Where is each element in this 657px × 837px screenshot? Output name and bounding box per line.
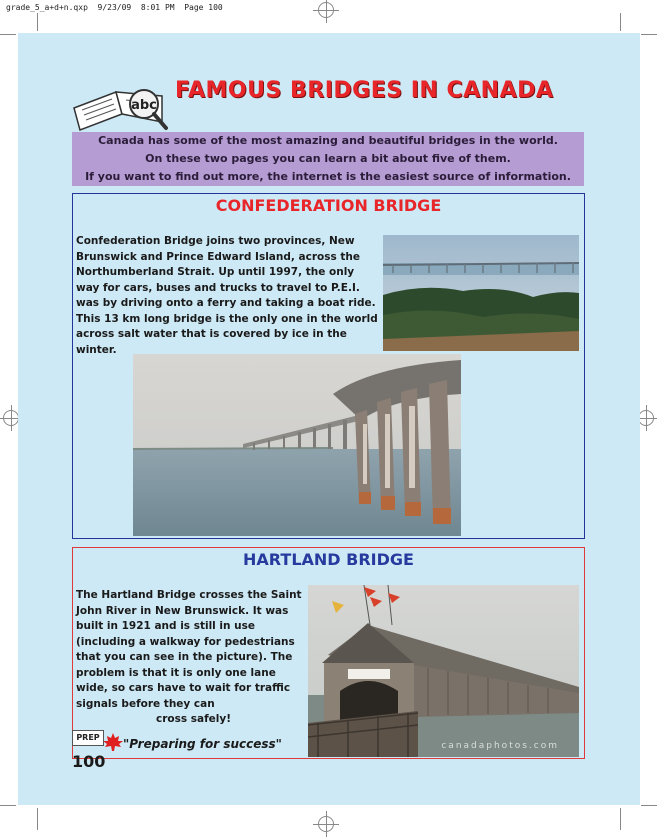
intro-line: If you want to find out more, the internet is the easiest source of information.	[85, 170, 571, 183]
crop-mark	[0, 34, 16, 35]
registration-mark-icon	[638, 410, 654, 426]
prep-badge: PREP	[72, 730, 104, 746]
section-heading: CONFEDERATION BRIDGE	[215, 196, 442, 215]
intro-band	[72, 132, 584, 186]
intro-line: On these two pages you can learn a bit about five of them.	[145, 152, 511, 165]
crop-mark	[620, 13, 621, 31]
section-body: Confederation Bridge joins two provinces, New Brunswick and Prince Edward Island, across the Northumberland Strait. Up until 1997, the only way for cars, buses and trucks to travel to P.E.I. was by driving onto a ferry and taking a boat ride. This 13 km long bridge is the only one in the world across salt water that is covered by ice in the winter.	[76, 235, 378, 356]
crop-mark	[641, 805, 657, 806]
intro-line: Canada has some of the most amazing and beautiful bridges in the world.	[98, 134, 558, 147]
registration-mark-icon	[318, 816, 334, 832]
crop-mark	[37, 13, 38, 31]
book-magnifier-icon	[70, 78, 170, 136]
registration-mark-icon	[318, 2, 334, 18]
tagline: "Preparing for success"	[123, 737, 282, 751]
photo-watermark: canadaphotos.com	[441, 741, 559, 751]
crop-mark	[620, 808, 621, 830]
confederation-bridge-distant-photo	[383, 235, 579, 351]
section-body	[76, 588, 311, 728]
print-slug: grade_5_a+d+n.qxp 9/23/09 8:01 PM Page 100	[6, 3, 223, 12]
logo-label: abc	[131, 98, 157, 113]
maple-leaf-icon	[102, 732, 124, 752]
page-number: 100	[72, 752, 106, 771]
section-heading: HARTLAND BRIDGE	[243, 550, 414, 569]
crop-mark	[641, 34, 657, 35]
confederation-bridge-piers-photo	[133, 354, 461, 536]
page-title: FAMOUS BRIDGES IN CANADA	[175, 78, 554, 103]
crop-mark	[0, 805, 16, 806]
hartland-bridge-section	[72, 547, 585, 759]
crop-mark	[37, 808, 38, 830]
confederation-bridge-section	[72, 193, 585, 539]
section-body-last-line: cross safely!	[155, 713, 232, 725]
hartland-covered-bridge-photo	[308, 585, 579, 757]
registration-mark-icon	[3, 410, 19, 426]
section-body-text: The Hartland Bridge crosses the Saint John River in New Brunswick. It was built in 1921 and is still in use (including a walkway for pedestrians that you can see in the picture). The problem is that it is only one lane wide, so cars have to wait for traffic signals before they can	[76, 589, 302, 710]
